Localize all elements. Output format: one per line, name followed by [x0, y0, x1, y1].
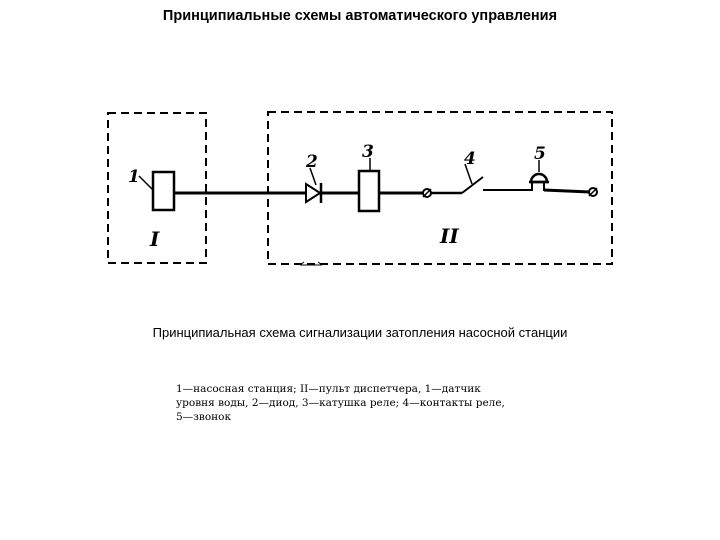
zone-label-II: II	[440, 224, 459, 248]
relay-contact-4-blade	[462, 177, 483, 193]
bell-5	[529, 174, 549, 191]
zone-label-I: I	[150, 227, 160, 251]
label-2: 2	[306, 152, 318, 172]
sensor-1	[153, 172, 174, 210]
page-title: Принципиальные схемы автоматического управления	[162, 8, 558, 24]
wire-bell-terminal	[544, 190, 590, 192]
label-3: 3	[362, 142, 374, 162]
label-4: 4	[464, 149, 476, 169]
diode-2	[306, 183, 321, 203]
sensor-1-leader	[139, 176, 153, 190]
label-5: 5	[534, 144, 546, 164]
legend-line-1: 1—насосная станция; II—пульт диспетчера, 1—датчик	[176, 383, 481, 395]
legend-line-2: уровня воды, 2—диод, 3—катушка реле; 4—контакты реле,	[176, 397, 505, 409]
label-1: 1	[128, 167, 140, 187]
relay-coil-3	[359, 171, 379, 211]
diagram-caption: Принципиальная схема сигнализации затопления насосной станции	[152, 325, 568, 340]
legend-line-3: 5—звонок	[176, 411, 232, 423]
legend	[176, 382, 561, 424]
